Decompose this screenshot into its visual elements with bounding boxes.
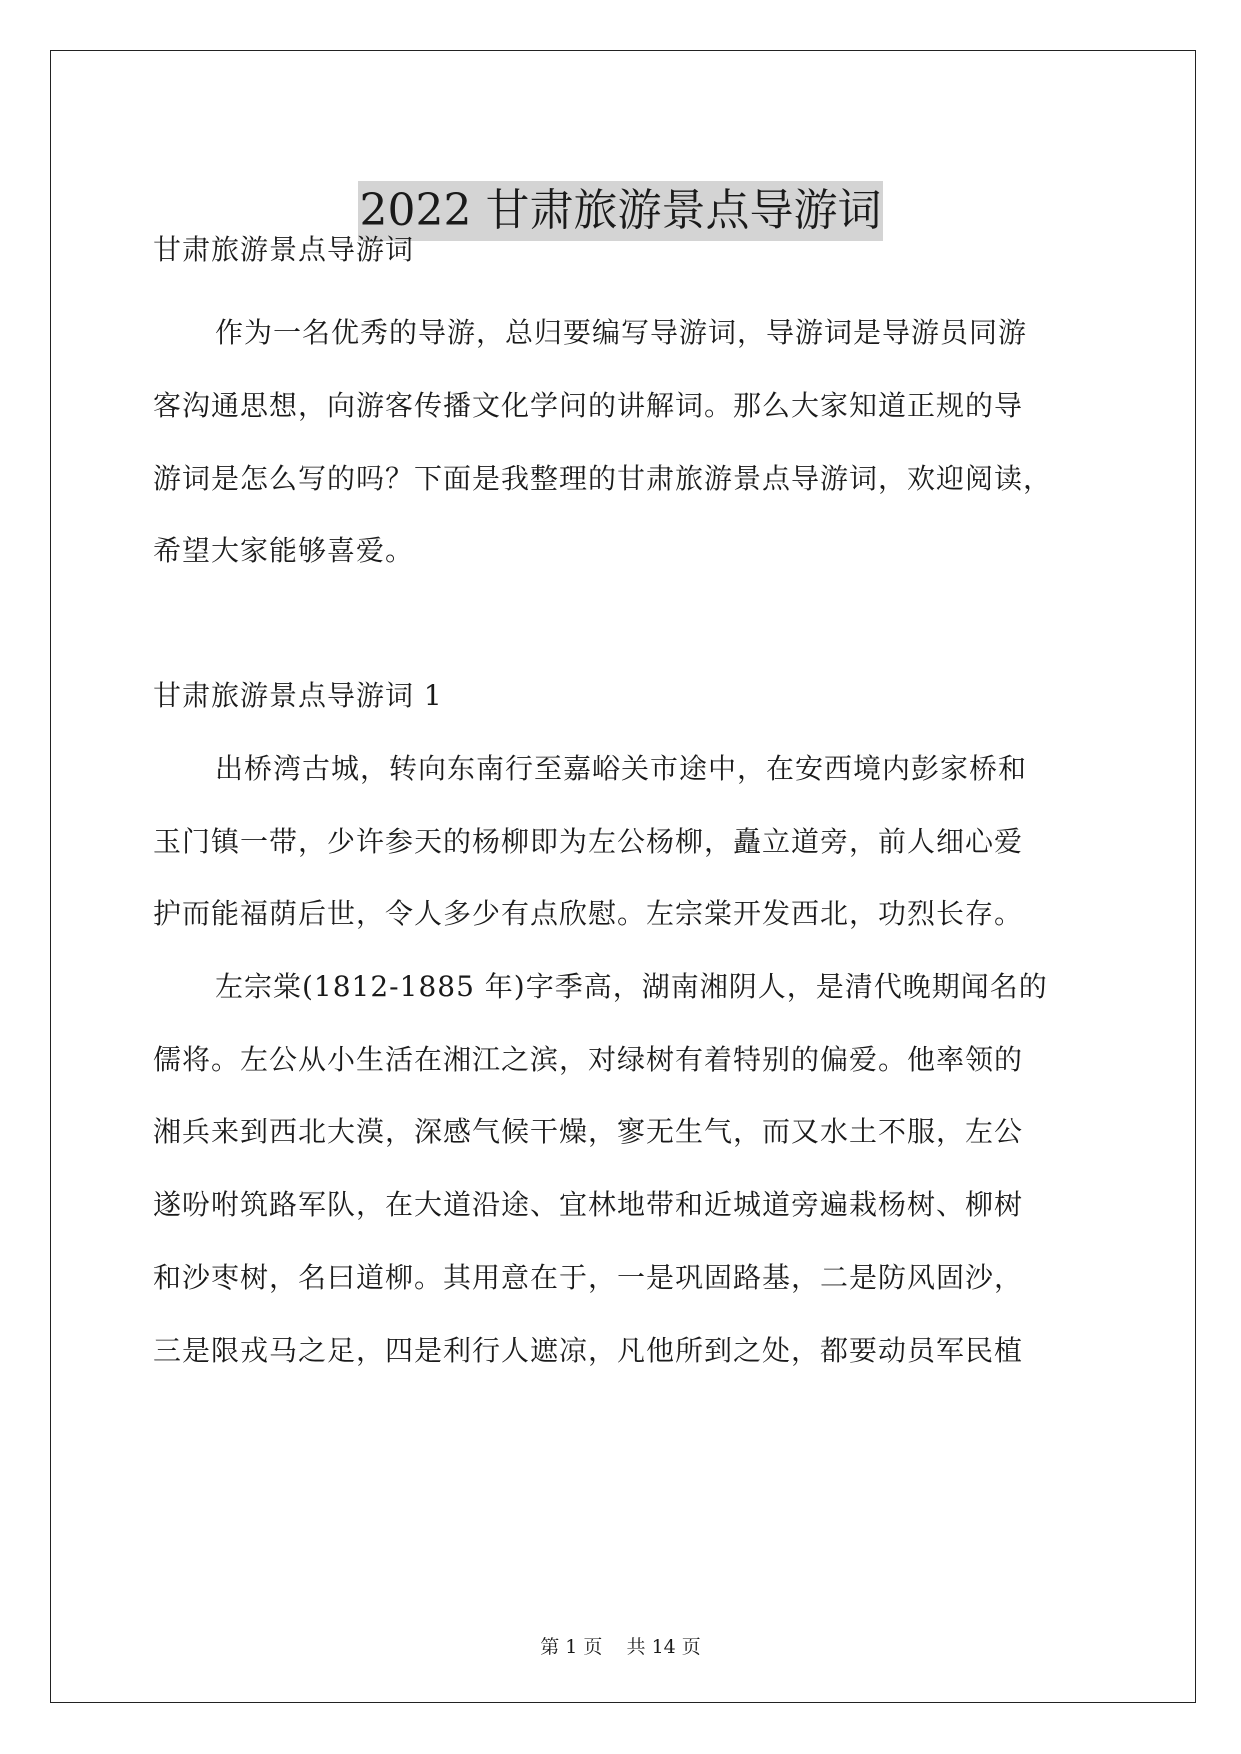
- body-line: 护而能福荫后世，令人多少有点欣慰。左宗棠开发西北，功烈长存。: [153, 897, 1024, 930]
- body-line: 玉门镇一带，少许参天的杨柳即为左公杨柳，矗立道旁，前人细心爱: [153, 825, 1024, 858]
- body-line: 湘兵来到西北大漠，深感气候干燥，寥无生气，而又水土不服，左公: [153, 1115, 1024, 1148]
- document-title: 2022 甘肃旅游景点导游词: [358, 181, 884, 241]
- body-line: 客沟通思想，向游客传播文化学问的讲解词。那么大家知道正规的导: [153, 389, 1024, 422]
- body-line: 左宗棠(1812-1885 年)字季高，湖南湘阴人，是清代晚期闻名的: [215, 970, 1048, 1003]
- body-line: 和沙枣树，名曰道柳。其用意在于，一是巩固路基，二是防风固沙，: [153, 1261, 1024, 1294]
- body-line: 三是限戎马之足，四是利行人遮凉，凡他所到之处，都要动员军民植: [153, 1334, 1024, 1367]
- page-footer: [0, 1634, 1241, 1660]
- body-line: 遂吩咐筑路军队，在大道沿途、宜林地带和近城道旁遍栽杨树、柳树: [153, 1188, 1024, 1221]
- body-line: 儒将。左公从小生活在湘江之滨，对绿树有着特别的偏爱。他率领的: [153, 1043, 1024, 1076]
- body-line: 希望大家能够喜爱。: [153, 534, 415, 567]
- body-line: 游词是怎么写的吗？下面是我整理的甘肃旅游景点导游词，欢迎阅读，: [153, 462, 1053, 495]
- page-total: 共 14 页: [626, 1636, 701, 1658]
- body-line: 作为一名优秀的导游，总归要编写导游词，导游词是导游员同游: [215, 316, 1028, 349]
- section-heading: 甘肃旅游景点导游词 1: [153, 679, 443, 712]
- page-border: [50, 50, 1196, 1703]
- page-number: 第 1 页: [540, 1636, 603, 1658]
- body-line: 出桥湾古城，转向东南行至嘉峪关市途中，在安西境内彭家桥和: [215, 752, 1028, 785]
- subtitle-line: 甘肃旅游景点导游词: [153, 233, 415, 266]
